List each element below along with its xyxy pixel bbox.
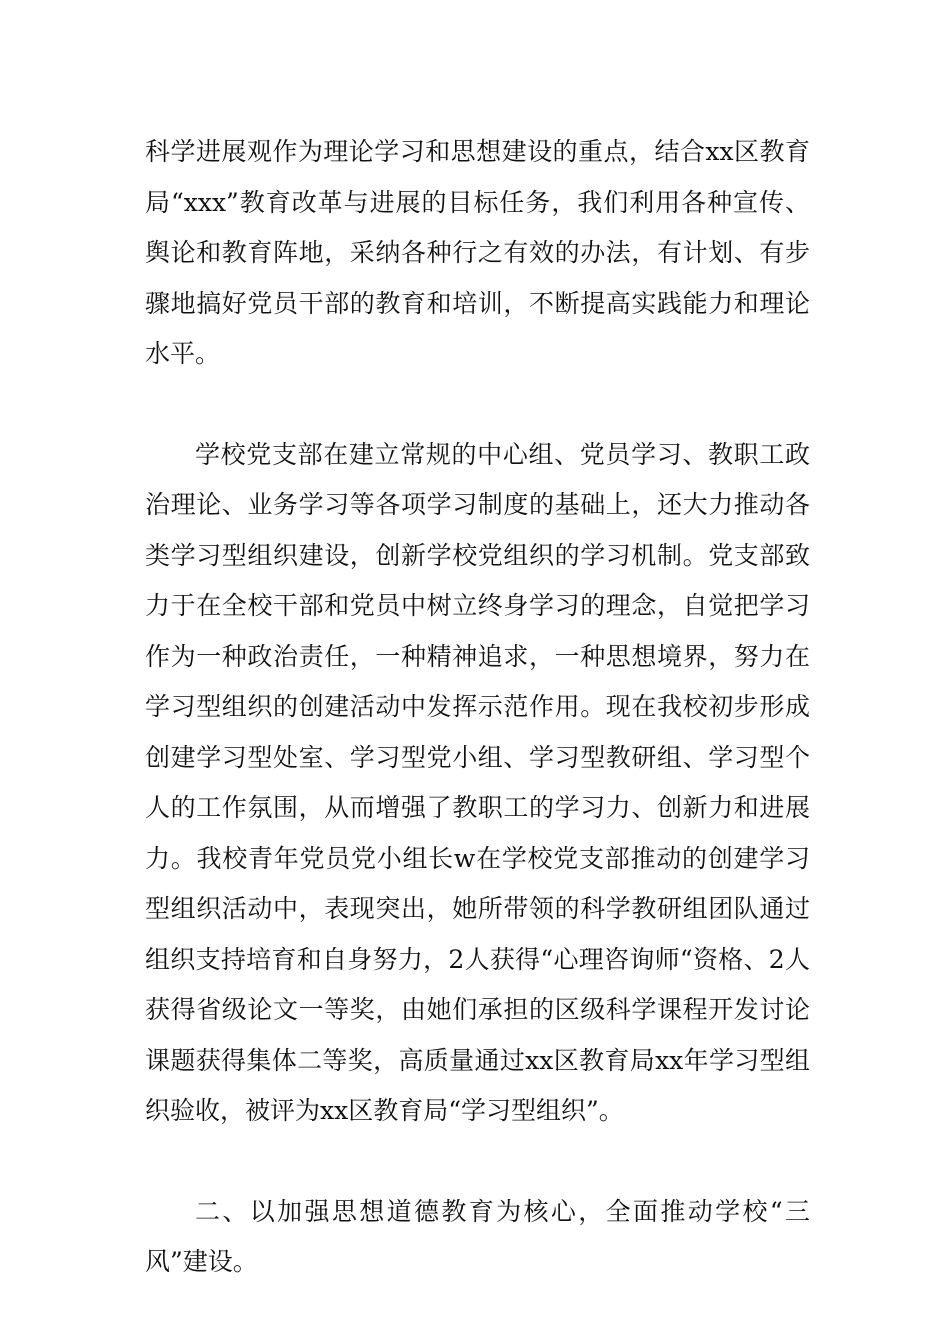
section-heading-paragraph: 二、以加强思想道德教育为核心，全面推动学校“三风”建设。 xyxy=(145,1196,810,1276)
paragraph-1: 科学进展观作为理论学习和思想建设的重点，结合xx区教育局“xxx”教育改革与进展的目标任务，我们利用各种宣传、舆论和教育阵地，采纳各种行之有效的办法，有计划、有步骤地搞好党员干部的教育和培训，不断提高实践能力和理论水平。 xyxy=(145,137,810,368)
document-body xyxy=(145,127,810,1288)
paragraph-2: 学校党支部在建立常规的中心组、党员学习、教职工政治理论、业务学习等各项学习制度的基础上，还大力推动各类学习型组织建设，创新学校党组织的学习机制。党支部致力于在全校干部和党员中树立终身学习的理念，自觉把学习作为一种政治责任，一种精神追求，一种思想境界，努力在学习型组织的创建活动中发挥示范作用。现在我校初步形成创建学习型处室、学习型党小组、学习型教研组、学习型个人的工作氛围，从而增强了教职工的学习力、创新力和进展力。我校青年党员党小组长w在学校党支部推动的创建学习型组织活动中，表现突出，她所带领的科学教研组团队通过组织支持培育和自身努力，2人获得“心理咨询师“资格、2人获得省级论文一等奖，由她们承担的区级科学课程开发讨论课题获得集体二等奖，高质量通过xx区教育局xx年学习型组织验收，被评为xx区教育局“学习型组织”。 xyxy=(145,439,810,1125)
